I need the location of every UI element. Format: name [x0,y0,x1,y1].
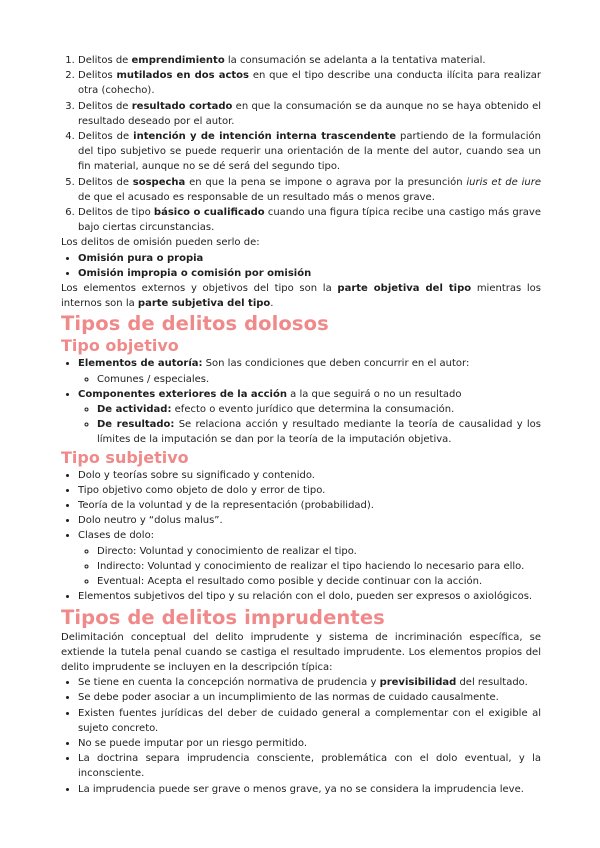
list-item: • Se debe poder asociar a un incumplimiento de las normas de cuidado causalmente. [78,690,541,705]
list-item: • Dolo neutro y “dolus malus”. [78,513,541,528]
heading-tipo-subjetivo: Tipo subjetivo [61,447,189,467]
list-item: • Omisión pura o propia [78,251,541,266]
list-item: 1. Delitos de emprendimiento la consumación se adelanta a la tentativa material. [78,53,541,68]
list-item: • Clases de dolo: ◦ Directo: Voluntad y conocimiento de realizar el tipo. ◦ Indirecto: Voluntad y conocimiento de realizar el tipo haciendo lo necesario para ello. ◦ Eventual: Acepta el resultado como posible y decide continuar con la acción. [78,528,541,589]
list-item: ◦ De resultado: Se relaciona acción y resultado mediante la teoría de causalidad y los límites de la imputación se dan por la teoría de la imputación objetiva. [97,417,541,447]
list-item: • Componentes exteriores de la acción a la que seguirá o no un resultado ◦ De actividad: efecto o evento jurídico que determina la consumación. ◦ De resultado: Se relaciona acción y resultado mediante la teoría de causalidad y los límites de la imputación se dan por la teoría de la imputación objetiva. [78,387,541,448]
heading-imprudentes: Tipos de delitos imprudentes [61,605,385,629]
list-item: • Omisión impropia o comisión por omisión [78,266,541,281]
list-item: ◦ Comunes / especiales. [97,372,541,387]
accion-sublist [78,402,541,448]
heading-dolosos: Tipos de delitos dolosos [61,312,329,336]
list-item: ◦ Eventual: Acepta el resultado como posible y decide continuar con la acción. [97,574,541,589]
list-item: • Elementos de autoría: Son las condiciones que deben concurrir en el autor: ◦ Comunes / especiales. [78,356,541,386]
imprudentes-list [61,675,541,797]
delitos-numbered-list [61,53,541,235]
list-item: ◦ Directo: Voluntad y conocimiento de realizar el tipo. [97,544,541,559]
omision-list [61,251,541,281]
list-item: • No se puede imputar por un riesgo permitido. [78,736,541,751]
list-item: • La doctrina separa imprudencia consciente, problemática con el dolo eventual, y la inconsciente. [78,751,541,781]
document-page [61,53,541,797]
list-item: 3. Delitos de resultado cortado en que la consumación se da aunque no se haya obtenido el resultado deseado por el autor. [78,99,541,129]
list-item: • Tipo objetivo como objeto de dolo y error de tipo. [78,483,541,498]
list-item: ◦ Indirecto: Voluntad y conocimiento de realizar el tipo haciendo lo necesario para ello. [97,559,541,574]
list-item: 6. Delitos de tipo básico o cualificado cuando una figura típica recibe una castigo más grave bajo ciertas circunstancias. [78,205,541,235]
imprudentes-intro: Delimitación conceptual del delito imprudente y sistema de incriminación específica, se extiende la tutela penal cuando se castiga el resultado imprudente. Los elementos propios del delito imprudente se incluyen en la descripción típica: [61,631,541,673]
elementos-paragraph: Los elementos externos y objetivos del tipo son la parte objetiva del tipo mientras los internos son la parte subjetiva del tipo. [61,283,542,310]
list-item: • Teoría de la voluntad y de la representación (probabilidad). [78,498,541,513]
subjetivo-list [61,468,541,605]
list-item: 4. Delitos de intención y de intención interna trascendente partiendo de la formulación del tipo subjetivo se puede requerir una orientación de la mente del autor, cuando sea un fin material, aunque no se dé será del segundo tipo. [78,129,541,175]
clases-dolo-sublist [78,544,541,590]
list-item: 5. Delitos de sospecha en que la pena se impone o agrava por la presunción iuris et de iure de que el acusado es responsable de un resultado más o menos grave. [78,175,541,205]
omision-intro: Los delitos de omisión pueden serlo de: [61,237,260,249]
heading-tipo-objetivo: Tipo objetivo [61,336,179,356]
list-item: • Elementos subjetivos del tipo y su relación con el dolo, pueden ser expresos o axiológicos. [78,589,541,604]
objetivo-list [61,356,541,447]
autoria-sublist [78,372,541,387]
list-item: • Existen fuentes jurídicas del deber de cuidado general a complementar con el exigible al sujeto concreto. [78,706,541,736]
list-item: • Se tiene en cuenta la concepción normativa de prudencia y previsibilidad del resultado. [78,675,541,690]
list-item: • La imprudencia puede ser grave o menos grave, ya no se considera la imprudencia leve. [78,782,541,797]
list-item: ◦ De actividad: efecto o evento jurídico que determina la consumación. [97,402,541,417]
list-item: • Dolo y teorías sobre su significado y contenido. [78,468,541,483]
list-item: 2. Delitos mutilados en dos actos en que el tipo describe una conducta ilícita para realizar otra (cohecho). [78,68,541,98]
